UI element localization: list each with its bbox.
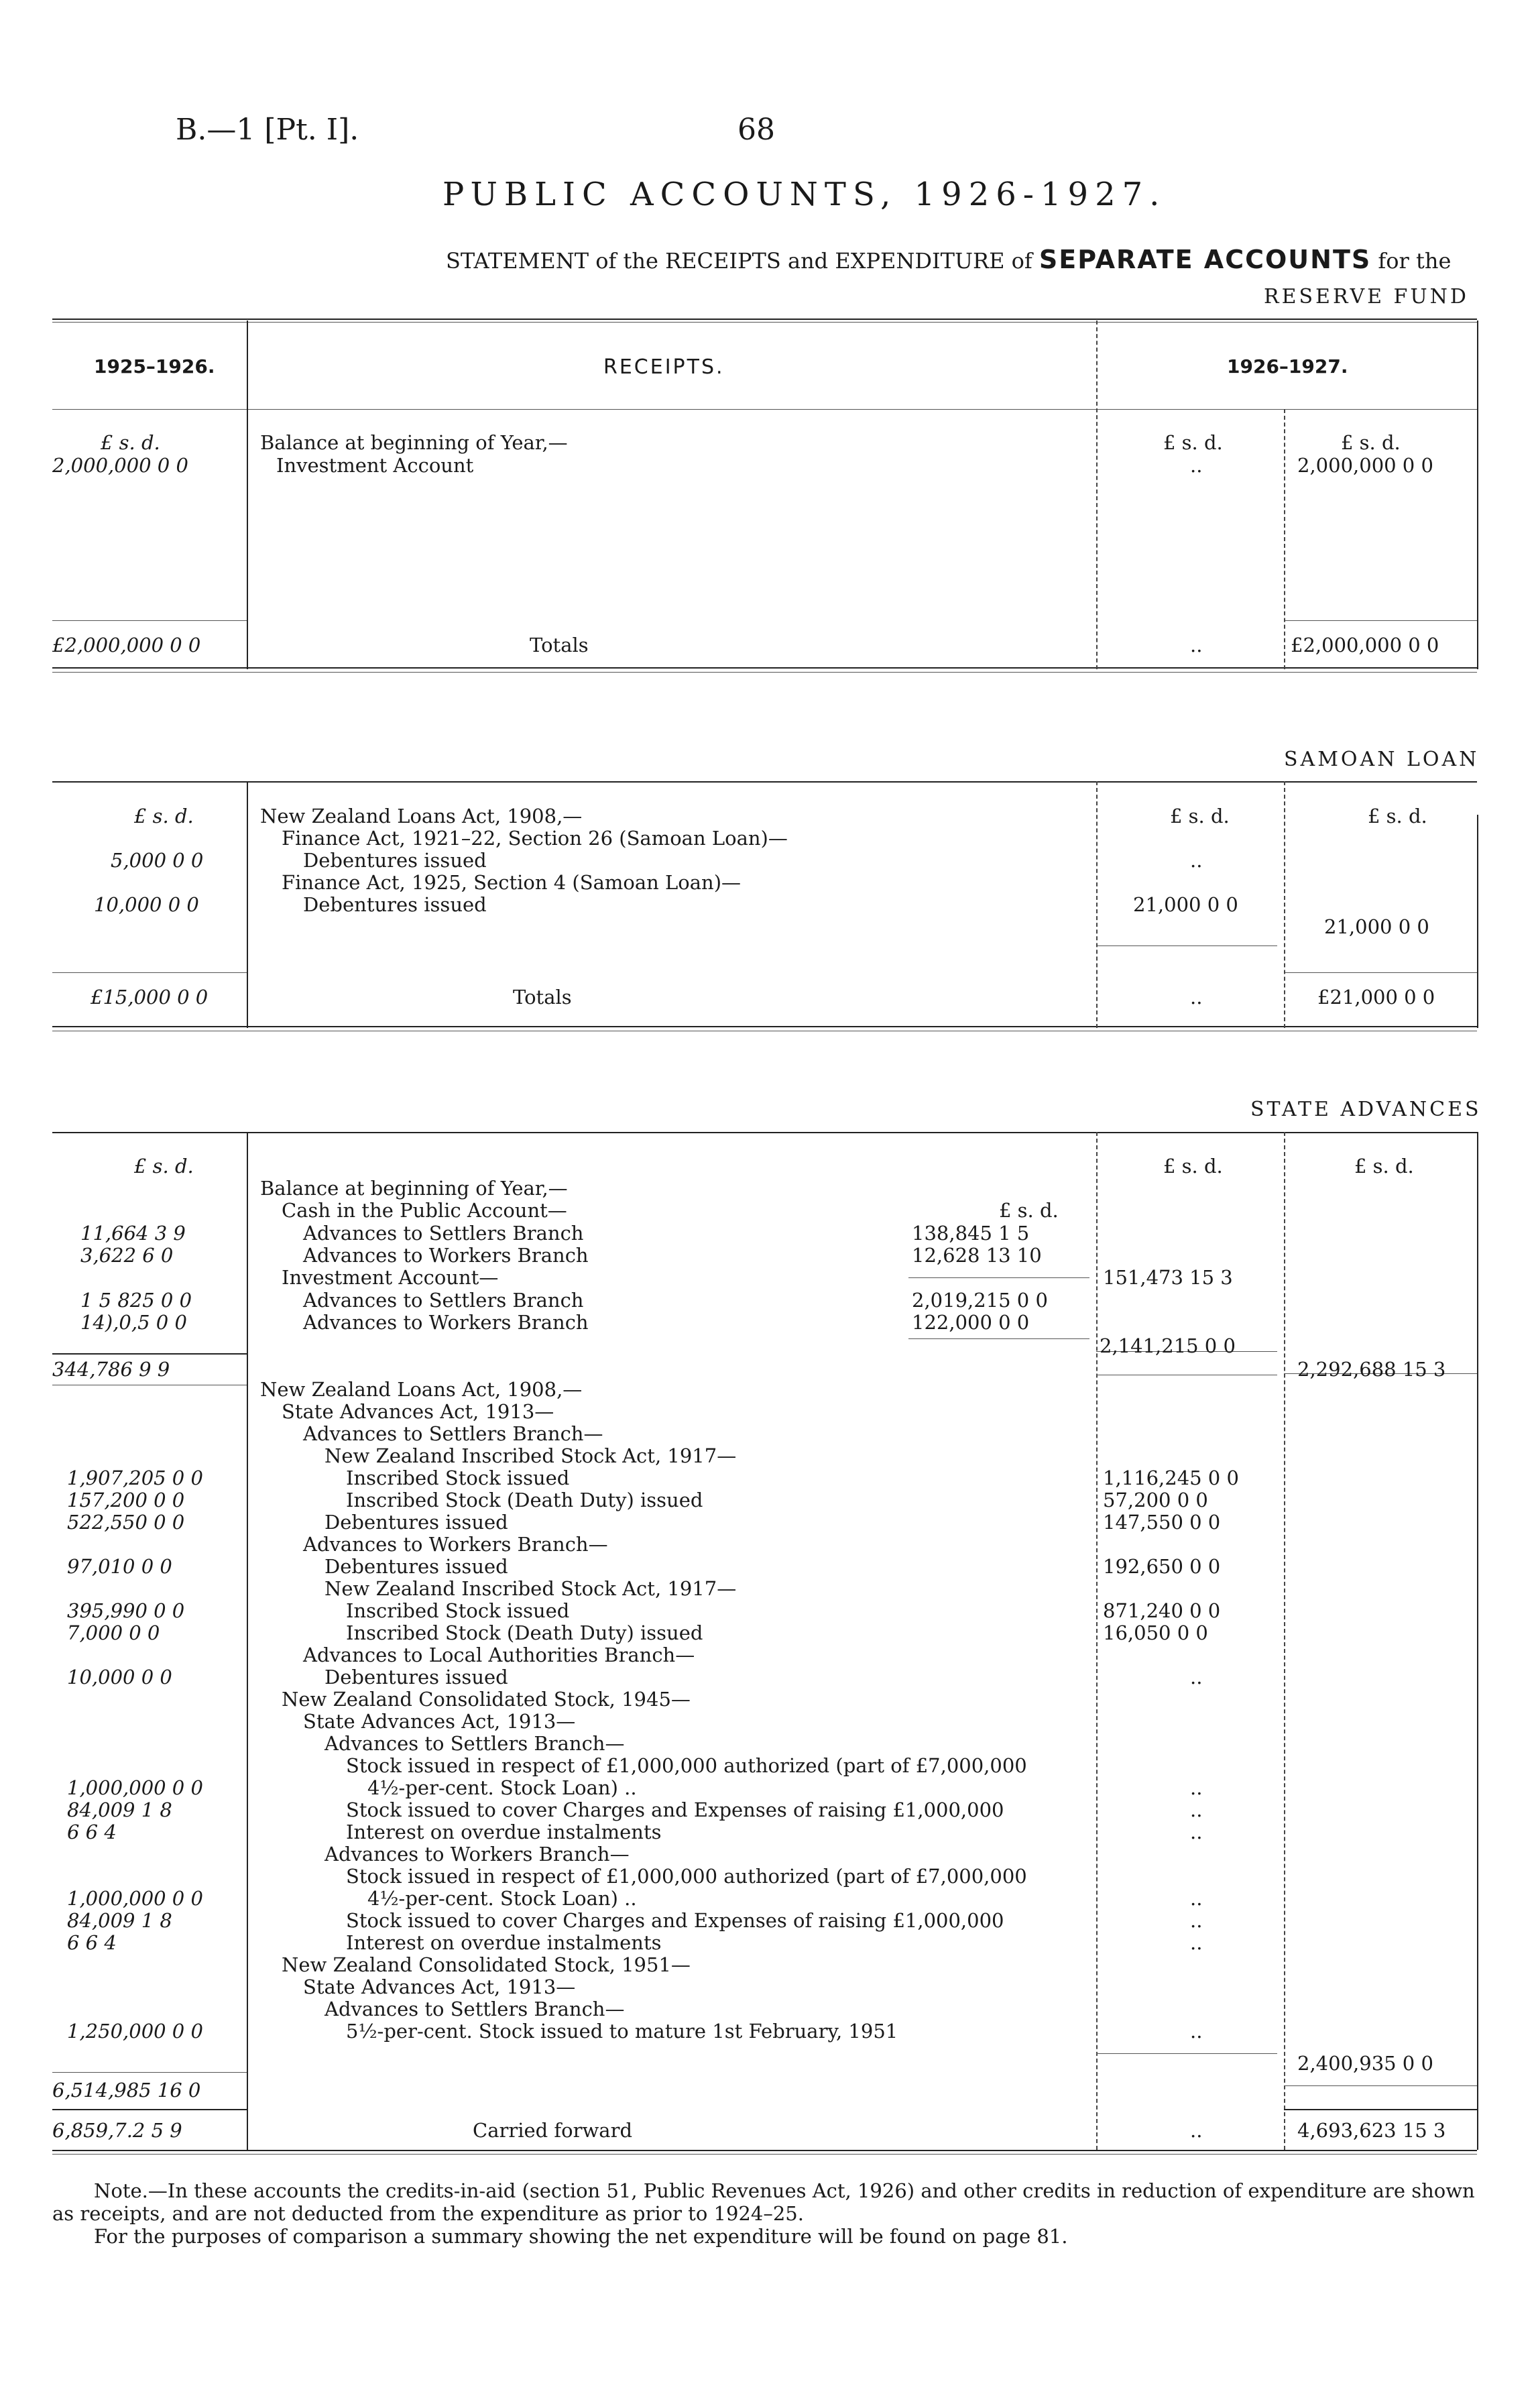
- sa-balance-row-label: Investment Account—: [282, 1266, 499, 1289]
- sa-loan-row-label: New Zealand Consolidated Stock, 1945—: [282, 1688, 691, 1711]
- reserve-total-curr: £2,000,000 0 0: [1291, 634, 1439, 656]
- sa-balance-row-inner: 122,000 0 0: [912, 1311, 1030, 1334]
- unit-prev: £ s. d.: [101, 431, 160, 454]
- sa-loan-row-prev: 6 6 4: [67, 1821, 117, 1843]
- page-number: 68: [737, 113, 775, 147]
- samoan-line-5: Debentures issued: [303, 893, 487, 916]
- sa-balance-row-inner: 138,845 1 5: [912, 1222, 1030, 1245]
- sa-loan-row-label: Inscribed Stock issued: [346, 1599, 570, 1622]
- sa-loan-row-label: Inscribed Stock (Death Duty) issued: [346, 1621, 703, 1644]
- sa-loan-row-prev: 10,000 0 0: [67, 1666, 172, 1688]
- sa-loan-row-label: Interest on overdue instalments: [346, 1821, 662, 1843]
- samoan-unit-prev: £ s. d.: [134, 805, 194, 827]
- sa-loan-row-prev: 7,000 0 0: [67, 1621, 160, 1644]
- sa-sub-a: 2,141,215 0 0: [1100, 1334, 1236, 1357]
- section-reserve-fund: RESERVE FUND: [1264, 285, 1469, 308]
- reserve-line-balance: Balance at beginning of Year,—: [260, 431, 568, 454]
- sa-loan-row-label: Advances to Workers Branch—: [303, 1533, 608, 1556]
- sa-loan-row-prev: 1,907,205 0 0: [67, 1467, 203, 1489]
- sa-loan-row-prev: 395,990 0 0: [67, 1599, 185, 1622]
- prev-amount: 2,000,000 0 0: [52, 454, 188, 477]
- samoan-prev-3: 5,000 0 0: [111, 849, 204, 872]
- sa-loan-row-label: Advances to Workers Branch—: [324, 1843, 630, 1866]
- sa-loan-row-a: ..: [1190, 1776, 1203, 1799]
- sa-balance-row-inner: 2,019,215 0 0: [912, 1289, 1048, 1312]
- sa-loan-row-label: Inscribed Stock issued: [346, 1467, 570, 1489]
- col-1925-1926: 1925–1926.: [94, 355, 215, 378]
- col-receipts: RECEIPTS.: [603, 355, 725, 379]
- sa-loan-row-prev: 84,009 1 8: [67, 1798, 172, 1821]
- sa-unit-b: £ s. d.: [1354, 1155, 1414, 1178]
- sa-cf-a: ..: [1190, 2119, 1203, 2142]
- sa-balance-row-prev: 11,664 3 9: [80, 1222, 186, 1245]
- samoan-total-a: ..: [1190, 986, 1203, 1009]
- reserve-total-dash: ..: [1190, 634, 1203, 656]
- sa-loan-row-label: Stock issued in respect of £1,000,000 authorized (part of £7,000,000: [346, 1865, 1027, 1888]
- unit-b: £ s. d.: [1341, 431, 1401, 454]
- sa-balance-row-prev: 14),0,5 0 0: [80, 1311, 187, 1334]
- document-reference: B.—1 [Pt. I].: [176, 113, 359, 147]
- sa-loan-row-a: 147,550 0 0: [1103, 1511, 1221, 1534]
- sa-loan-row-a: ..: [1190, 1909, 1203, 1932]
- sa-loan-row-a: ..: [1190, 2020, 1203, 2043]
- sa-loan-row-a: ..: [1190, 1887, 1203, 1910]
- sa-loan-row-label: Advances to Settlers Branch—: [324, 1732, 625, 1755]
- sa-loan-row-prev: 1,000,000 0 0: [67, 1776, 203, 1799]
- sa-balance-row-label: Advances to Workers Branch: [303, 1311, 589, 1334]
- sa-loan-row-label: 5½-per-cent. Stock issued to mature 1st February, 1951: [346, 2020, 898, 2043]
- statement-suffix: for the: [1378, 248, 1452, 274]
- reserve-dash-a: ..: [1190, 454, 1203, 477]
- sa-loan-row-label: New Zealand Inscribed Stock Act, 1917—: [324, 1444, 737, 1467]
- samoan-a-3: ..: [1190, 849, 1203, 872]
- sa-balance-row-label: Balance at beginning of Year,—: [260, 1177, 568, 1200]
- sa-loan-row-label: New Zealand Consolidated Stock, 1951—: [282, 1953, 691, 1976]
- sa-loan-row-a: 871,240 0 0: [1103, 1599, 1221, 1622]
- col-1926-1927: 1926–1927.: [1227, 355, 1348, 378]
- sa-loan-row-prev: 6 6 4: [67, 1931, 117, 1954]
- sa-loans-total-prev: 6,514,985 16 0: [52, 2079, 201, 2102]
- samoan-line-4: Finance Act, 1925, Section 4 (Samoan Loan)—: [282, 871, 742, 894]
- sa-sub-prev: 344,786 9 9: [52, 1358, 170, 1381]
- sa-loan-row-label: Stock issued in respect of £1,000,000 authorized (part of £7,000,000: [346, 1754, 1027, 1777]
- statement-heading: [446, 245, 1451, 274]
- sa-loan-row-a: 57,200 0 0: [1103, 1489, 1208, 1511]
- sa-loan-row-a: ..: [1190, 1798, 1203, 1821]
- sa-loan-row-prev: 1,250,000 0 0: [67, 2020, 203, 2043]
- reserve-total-label: Totals: [530, 634, 589, 656]
- sa-loan-row-label: Stock issued to cover Charges and Expenses of raising £1,000,000: [346, 1909, 1004, 1932]
- sa-inner-unit: £ s. d.: [999, 1199, 1059, 1222]
- section-samoan-loan: SAMOAN LOAN: [1284, 748, 1480, 771]
- unit-a: £ s. d.: [1163, 431, 1223, 454]
- samoan-line-2: Finance Act, 1921–22, Section 26 (Samoan Loan)—: [282, 827, 788, 850]
- note-line-3: For the purposes of comparison a summary showing the net expenditure will be found on page 81.: [94, 2225, 1068, 2248]
- sa-loan-row-prev: 1,000,000 0 0: [67, 1887, 203, 1910]
- sa-loan-row-label: Advances to Settlers Branch—: [303, 1422, 603, 1445]
- sa-sub-b: 2,292,688 15 3: [1297, 1358, 1446, 1381]
- sa-loan-row-label: 4½-per-cent. Stock Loan) ..: [367, 1887, 637, 1910]
- sa-loan-row-label: New Zealand Loans Act, 1908,—: [260, 1378, 583, 1401]
- sa-balance-row-label: Advances to Settlers Branch: [303, 1222, 584, 1245]
- sa-loan-row-prev: 97,010 0 0: [67, 1555, 172, 1578]
- sa-loan-row-label: Stock issued to cover Charges and Expenses of raising £1,000,000: [346, 1798, 1004, 1821]
- sa-loan-row-label: Interest on overdue instalments: [346, 1931, 662, 1954]
- samoan-prev-5: 10,000 0 0: [94, 893, 199, 916]
- sa-loans-total-b: 2,400,935 0 0: [1297, 2052, 1433, 2075]
- sa-loan-row-label: Advances to Settlers Branch—: [324, 1998, 625, 2020]
- sa-balance-row-label: Cash in the Public Account—: [282, 1199, 567, 1222]
- samoan-total-label: Totals: [513, 986, 572, 1009]
- statement-bold: SEPARATE ACCOUNTS: [1039, 245, 1372, 274]
- sa-cf-prev: 6,859,7.2 5 9: [52, 2119, 182, 2142]
- statement-prefix: STATEMENT of the RECEIPTS and EXPENDITURE of: [446, 248, 1032, 274]
- sa-loan-row-label: Advances to Local Authorities Branch—: [303, 1644, 695, 1666]
- note-line-1: Note.—In these accounts the credits-in-aid (section 51, Public Revenues Act, 1926) and other credits in reduction of expenditure are shown: [94, 2179, 1475, 2202]
- sa-loan-row-label: 4½-per-cent. Stock Loan) ..: [367, 1776, 637, 1799]
- sa-loan-row-label: New Zealand Inscribed Stock Act, 1917—: [324, 1577, 737, 1600]
- sa-loan-row-a: 16,050 0 0: [1103, 1621, 1208, 1644]
- sa-loan-row-a: ..: [1190, 1821, 1203, 1843]
- sa-balance-row-a: 151,473 15 3: [1103, 1266, 1233, 1289]
- samoan-line-3: Debentures issued: [303, 849, 487, 872]
- samoan-line-1: New Zealand Loans Act, 1908,—: [260, 805, 583, 827]
- samoan-total-b: £21,000 0 0: [1317, 986, 1435, 1009]
- sa-loan-row-label: Inscribed Stock (Death Duty) issued: [346, 1489, 703, 1511]
- sa-loan-row-prev: 84,009 1 8: [67, 1909, 172, 1932]
- sa-loan-row-prev: 522,550 0 0: [67, 1511, 185, 1534]
- sa-loan-row-label: Debentures issued: [324, 1511, 508, 1534]
- sa-cf-b: 4,693,623 15 3: [1297, 2119, 1446, 2142]
- sa-balance-row-label: Advances to Workers Branch: [303, 1244, 589, 1267]
- sa-loan-row-label: State Advances Act, 1913—: [303, 1710, 576, 1733]
- reserve-curr-amount: 2,000,000 0 0: [1297, 454, 1433, 477]
- sa-loan-row-a: ..: [1190, 1931, 1203, 1954]
- sa-balance-row-label: Advances to Settlers Branch: [303, 1289, 584, 1312]
- sa-loan-row-a: 1,116,245 0 0: [1103, 1467, 1239, 1489]
- sa-loan-row-a: ..: [1190, 1666, 1203, 1688]
- sa-unit-a: £ s. d.: [1163, 1155, 1223, 1178]
- samoan-unit-b: £ s. d.: [1368, 805, 1427, 827]
- samoan-unit-a: £ s. d.: [1170, 805, 1230, 827]
- sa-balance-row-prev: 3,622 6 0: [80, 1244, 174, 1267]
- sa-loan-row-label: Debentures issued: [324, 1666, 508, 1688]
- sa-loan-row-prev: 157,200 0 0: [67, 1489, 185, 1511]
- sa-balance-row-prev: 1 5 825 0 0: [80, 1289, 192, 1312]
- sa-loan-row-label: State Advances Act, 1913—: [282, 1400, 554, 1423]
- reserve-line-investment: Investment Account: [276, 454, 474, 477]
- samoan-total-prev: £15,000 0 0: [91, 986, 209, 1009]
- samoan-a-5: 21,000 0 0: [1133, 893, 1238, 916]
- reserve-total-prev: £2,000,000 0 0: [52, 634, 201, 656]
- page-title: PUBLIC ACCOUNTS, 1926-1927.: [442, 176, 1167, 213]
- section-state-advances: STATE ADVANCES: [1250, 1098, 1482, 1121]
- sa-balance-row-inner: 12,628 13 10: [912, 1244, 1042, 1267]
- sa-loan-row-a: 192,650 0 0: [1103, 1555, 1221, 1578]
- sa-unit-prev: £ s. d.: [134, 1155, 194, 1178]
- note-line-2: as receipts, and are not deducted from the expenditure as prior to 1924–25.: [52, 2202, 804, 2225]
- sa-cf-label: Carried forward: [473, 2119, 633, 2142]
- sa-loan-row-label: Debentures issued: [324, 1555, 508, 1578]
- sa-loan-row-label: State Advances Act, 1913—: [303, 1975, 576, 1998]
- samoan-b-5: 21,000 0 0: [1324, 915, 1429, 938]
